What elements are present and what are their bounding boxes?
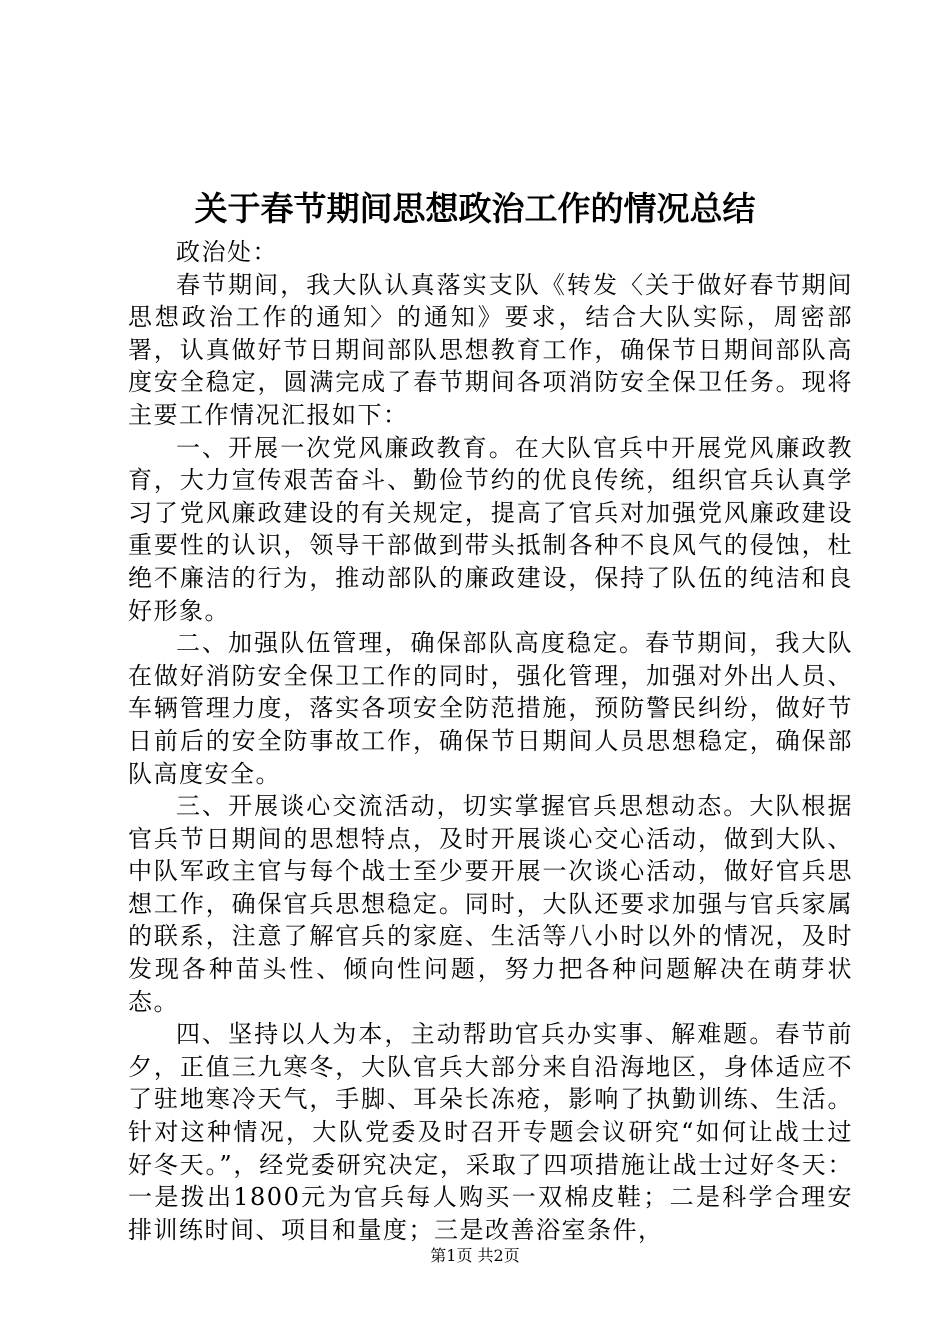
- paragraph-section-4: 四、坚持以人为本，主动帮助官兵办实事、解难题。春节前夕，正值三九寒冬，大队官兵大部分来自沿海地区，身体适应不了驻地寒冷天气，手脚、耳朵长冻疮，影响了执勤训练、生活。针对这种情况，大队党委及时召开专题会议研究“如何让战士过好冬天。”，经党委研究决定，采取了四项措施让战士过好冬天：一是拨出1800元为官兵每人购买一双棉皮鞋；二是科学合理安排训练时间、项目和量度；三是改善浴室条件，: [128, 1020, 853, 1244]
- document-body: [128, 236, 853, 1246]
- paragraph-section-2: 二、加强队伍管理，确保部队高度稳定。春节期间，我大队在做好消防安全保卫工作的同时，强化管理，加强对外出人员、车辆管理力度，落实各项安全防范措施，预防警民纠纷，做好节日前后的安全防事故工作，确保节日期间人员思想稳定，确保部队高度安全。: [128, 629, 853, 788]
- document-title: 关于春节期间思想政治工作的情况总结: [194, 189, 756, 228]
- paragraph-section-3: 三、开展谈心交流活动，切实掌握官兵思想动态。大队根据官兵节日期间的思想特点，及时开展谈心交心活动，做到大队、中队军政主官与每个战士至少要开展一次谈心活动，做好官兵思想工作，确保官兵思想稳定。同时，大队还要求加强与官兵家属的联系，注意了解官兵的家庭、生活等八小时以外的情况，及时发现各种苗头性、倾向性问题，努力把各种问题解决在萌芽状态。: [128, 792, 853, 1016]
- salutation: 政治处：: [176, 238, 278, 266]
- paragraph-section-1: 一、开展一次党风廉政教育。在大队官兵中开展党风廉政教育，大力宣传艰苦奋斗、勤俭节约的优良传统，组织官兵认真学习了党风廉政建设的有关规定，提高了官兵对加强党风廉政建设重要性的认识，领导干部做到带头抵制各种不良风气的侵蚀，杜绝不廉洁的行为，推动部队的廉政建设，保持了队伍的纯洁和良好形象。: [128, 433, 853, 625]
- page-number-footer: 第1页 共2页: [430, 1246, 520, 1265]
- paragraph-intro: 春节期间，我大队认真落实支队《转发〈关于做好春节期间思想政治工作的通知〉的通知》要求，结合大队实际，周密部署，认真做好节日期间部队思想教育工作，确保节日期间部队高度安全稳定，圆满完成了春节期间各项消防安全保卫任务。现将主要工作情况汇报如下：: [128, 270, 853, 429]
